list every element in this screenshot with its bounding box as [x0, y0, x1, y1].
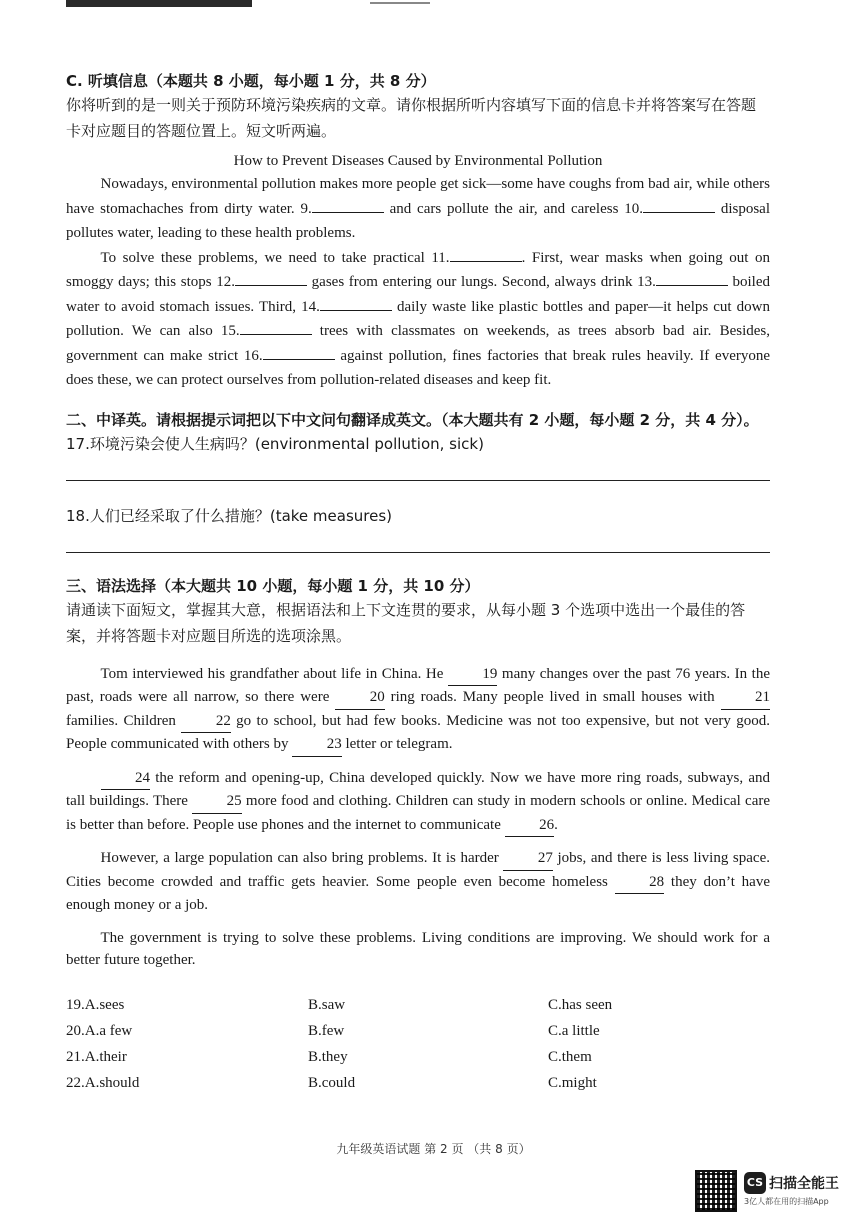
text-run: .	[554, 816, 558, 833]
text-run: many changes over the past 76 years. In the past, roads were all narrow, so there were	[66, 665, 770, 705]
text-run: . First, wear masks when going out on smoggy days; this stops 12.	[66, 249, 771, 290]
blank-19: 19	[448, 663, 498, 687]
blank-21: 21	[721, 686, 771, 710]
text-run: jobs, and there is less living space. Cities become crowded and traffic gets heavier. Some people even become homeless	[66, 850, 770, 890]
grammar-paragraph-4: The government is trying to solve these problems. Living conditions are improving. We should work for a better future together.	[66, 929, 770, 968]
blank-23: 23	[292, 733, 342, 757]
option-b: B.few	[308, 1022, 345, 1039]
option-a: 20.A.a few	[66, 1022, 133, 1039]
passage-paragraph-1	[66, 172, 770, 246]
grammar-paragraph-1	[66, 663, 770, 757]
section-3-title: 三、语法选择（本大题共 10 小题，每小题 1 分，共 10 分）	[66, 576, 480, 595]
scan-edge-mark-2	[370, 2, 430, 4]
blank-13[interactable]	[656, 271, 728, 286]
blank-16[interactable]	[263, 345, 335, 360]
options-row-20	[66, 1018, 770, 1044]
qr-code-icon	[695, 1170, 737, 1212]
section-c-instruction: 你将听到的是一则关于预防环境污染疾病的文章。请你根据所听内容填写下面的信息卡并将答案写在答题卡对应题目的答题位置上。短文听两遍。	[66, 96, 757, 140]
blank-14[interactable]	[320, 296, 392, 311]
blank-25: 25	[192, 790, 242, 814]
option-a: 22.A.should	[66, 1074, 140, 1091]
blank-27: 27	[503, 847, 553, 871]
options-row-19	[66, 992, 770, 1018]
text-run: ring roads. Many people lived in small houses with	[384, 689, 721, 705]
text-run: they don’t have enough money or a job.	[66, 873, 770, 913]
option-b: B.could	[308, 1074, 356, 1091]
text-run: go to school, but had few books. Medicine was not too expensive, but not very good. People communicated with others by	[66, 712, 770, 752]
text-run: boiled water to avoid stomach issues. Third, 14.	[66, 274, 770, 315]
blank-28: 28	[615, 871, 665, 895]
blank-26: 26	[505, 814, 555, 838]
scan-edge-mark	[66, 0, 252, 7]
answer-line-18[interactable]	[66, 551, 770, 553]
text-run: gases from entering our lungs. Second, always drink 13.	[307, 274, 656, 290]
text-run: Nowadays, environmental pollution makes more people get sick—some have coughs from bad air, while others have stomachaches from dirty water. 9.	[66, 176, 770, 217]
question-18: 18.人们已经采取了什么措施？(take measures)	[66, 506, 393, 525]
scanner-watermark	[744, 1172, 854, 1207]
grammar-paragraph-3	[66, 847, 770, 917]
section-3-instruction: 请通读下面短文，掌握其大意，根据语法和上下文连贯的要求，从每小题 3 个选项中选出一个最佳的答案，并将答题卡对应题目所选的选项涂黑。	[66, 600, 746, 645]
blank-22: 22	[181, 710, 231, 734]
text-run: against pollution, fines factories that break rules heavily. If everyone does these, we can protect ourselves from pollution-related diseases and keep fit.	[66, 347, 771, 388]
text-run: trees with classmates on weekends, as trees absorb bad air. Besides, government can make strict 16.	[66, 323, 770, 364]
option-a: 21.A.their	[66, 1048, 127, 1065]
blank-10[interactable]	[643, 198, 715, 213]
grammar-paragraph-2	[66, 767, 770, 838]
text-run: However, a large population can also bring problems. It is harder	[100, 850, 504, 866]
brand-name: 扫描全能王	[769, 1176, 839, 1192]
blank-11[interactable]	[450, 247, 522, 262]
text-run: daily waste like plastic bottles and paper—it helps cut down pollution. We can also 15.	[66, 298, 771, 339]
exam-page	[66, 70, 770, 1096]
option-b: B.saw	[308, 996, 346, 1013]
text-run: more food and clothing. Children can study in modern schools or online. Medical care is better than before. People use phones and the internet to communicate	[66, 793, 771, 833]
text-run: letter or telegram.	[341, 736, 453, 752]
text-run: To solve these problems, we need to take practical 11.	[100, 249, 450, 266]
text-run: the reform and opening-up, China developed quickly. Now we have more ring roads, subways, and tall buildings. There	[66, 769, 770, 809]
section-c-title: C. 听填信息（本题共 8 小题，每小题 1 分，共 8 分）	[66, 72, 436, 90]
section-2-title: 二、中译英。请根据提示词把以下中文问句翻译成英文。（本大题共有 2 小题，每小题 2 分，共 4 分）。	[66, 410, 759, 429]
camscanner-logo-icon: CS	[744, 1172, 766, 1194]
option-c: C.them	[548, 1048, 592, 1065]
option-c: C.a little	[548, 1022, 600, 1039]
option-b: B.they	[308, 1048, 348, 1065]
passage-title: How to Prevent Diseases Caused by Environmental Pollution	[233, 153, 603, 169]
passage-paragraph-2	[66, 246, 770, 393]
blank-12[interactable]	[235, 271, 307, 286]
question-17: 17.环境污染会使人生病吗？(environmental pollution, sick)	[66, 434, 484, 453]
option-c: C.has seen	[548, 996, 613, 1013]
brand-tagline: 3亿人都在用的扫描App	[744, 1197, 829, 1206]
text-run: and cars pollute the air, and careless 10.	[383, 200, 643, 217]
page-footer: 九年级英语试题 第 2 页 （共 8 页）	[336, 1142, 531, 1156]
options-list	[66, 992, 770, 1096]
blank-20: 20	[335, 686, 385, 710]
text-run: families. Children	[66, 712, 182, 729]
blank-9[interactable]	[312, 198, 384, 213]
option-c: C.might	[548, 1074, 597, 1091]
blank-15[interactable]	[240, 320, 312, 335]
text-run: Tom interviewed his grandfather about life in China. He	[100, 665, 448, 682]
options-row-22	[66, 1070, 770, 1096]
option-a: 19.A.sees	[66, 996, 125, 1013]
options-row-21	[66, 1044, 770, 1070]
blank-24: 24	[101, 767, 151, 791]
text-run: disposal pollutes water, leading to these health problems.	[66, 200, 770, 241]
answer-line-17[interactable]	[66, 479, 770, 481]
